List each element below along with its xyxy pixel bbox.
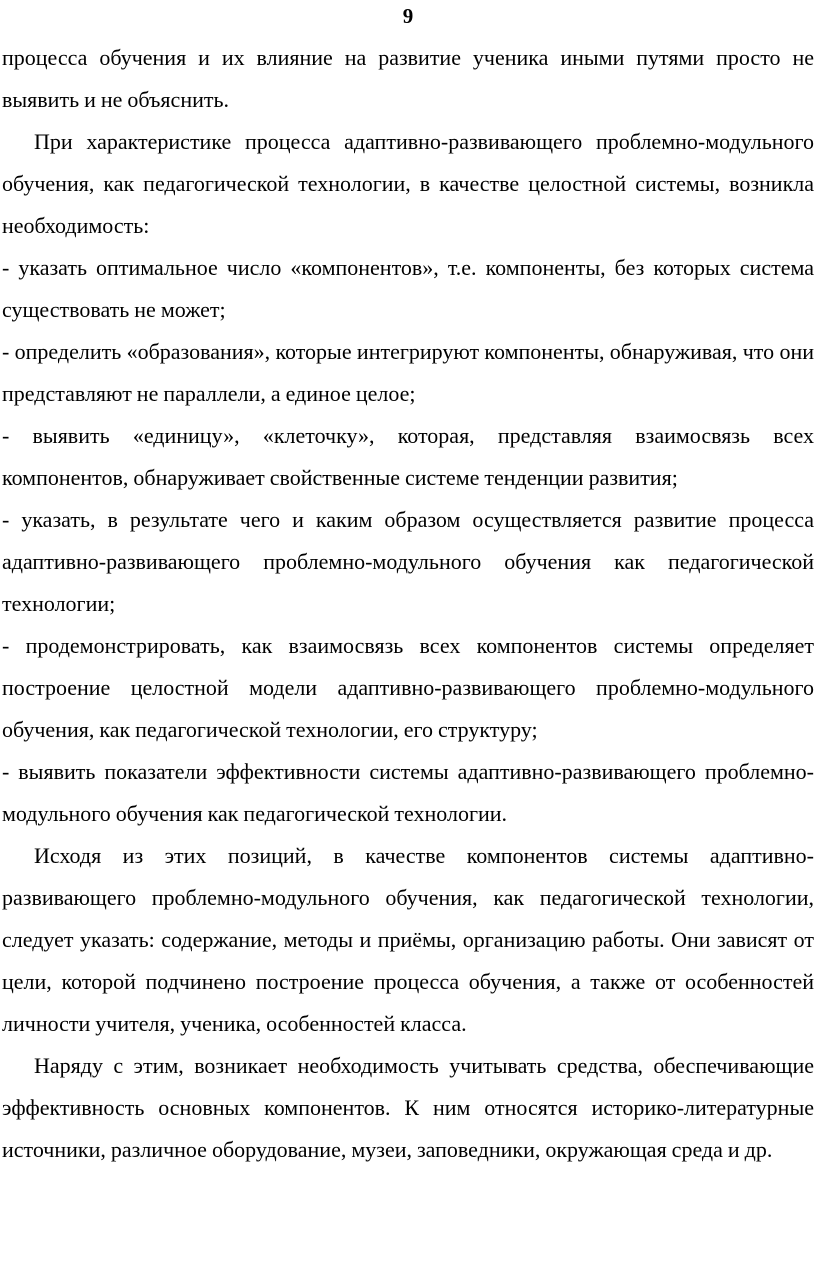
paragraph-means: Наряду с этим, возникает необходимость учитывать средства, обеспечивающие эффективность основных компонентов. К ним относятся историко-литературные источники, различное оборудование, музеи, заповедники, окружающая среда и др. <box>2 1053 814 1162</box>
paragraph-continuation: процесса обучения и их влияние на развитие ученика иными путями просто не выявить и не объяснить. <box>2 45 814 112</box>
paragraph-intro: При характеристике процесса адаптивно-развивающего проблемно-модульного обучения, как педагогической технологии, в качестве целостной системы, возникла необходимость: <box>2 129 814 238</box>
list-item: - выявить «единицу», «клеточку», которая, представляя взаимосвязь всех компонентов, обнаруживает свойственные системе тенденции развития; <box>2 423 814 490</box>
list-item: - продемонстрировать, как взаимосвязь всех компонентов системы определяет построение целостной модели адаптивно-развивающего проблемно-модульного обучения, как педагогической технологии, его структуру; <box>2 633 814 742</box>
page-number: 9 <box>402 4 414 28</box>
list-item: - указать, в результате чего и каким образом осуществляется развитие процесса адаптивно-развивающего проблемно-модульного обучения как педагогической технологии; <box>2 507 814 616</box>
list-item: - определить «образования», которые интегрируют компоненты, обнаруживая, что они представляют не параллели, а единое целое; <box>2 339 814 406</box>
body-text <box>2 37 814 1171</box>
list-item: - указать оптимальное число «компонентов», т.е. компоненты, без которых система существовать не может; <box>2 255 814 322</box>
paragraph-components: Исходя из этих позиций, в качестве компонентов системы адаптивно-развивающего проблемно-модульного обучения, как педагогической технологии, следует указать: содержание, методы и приёмы, организацию работы. Они зависят от цели, которой подчинено построение процесса обучения, а также от особенностей личности учителя, ученика, особенностей класса. <box>2 843 814 1036</box>
list-item: - выявить показатели эффективности системы адаптивно-развивающего проблемно-модульного обучения как педагогической технологии. <box>2 759 814 826</box>
